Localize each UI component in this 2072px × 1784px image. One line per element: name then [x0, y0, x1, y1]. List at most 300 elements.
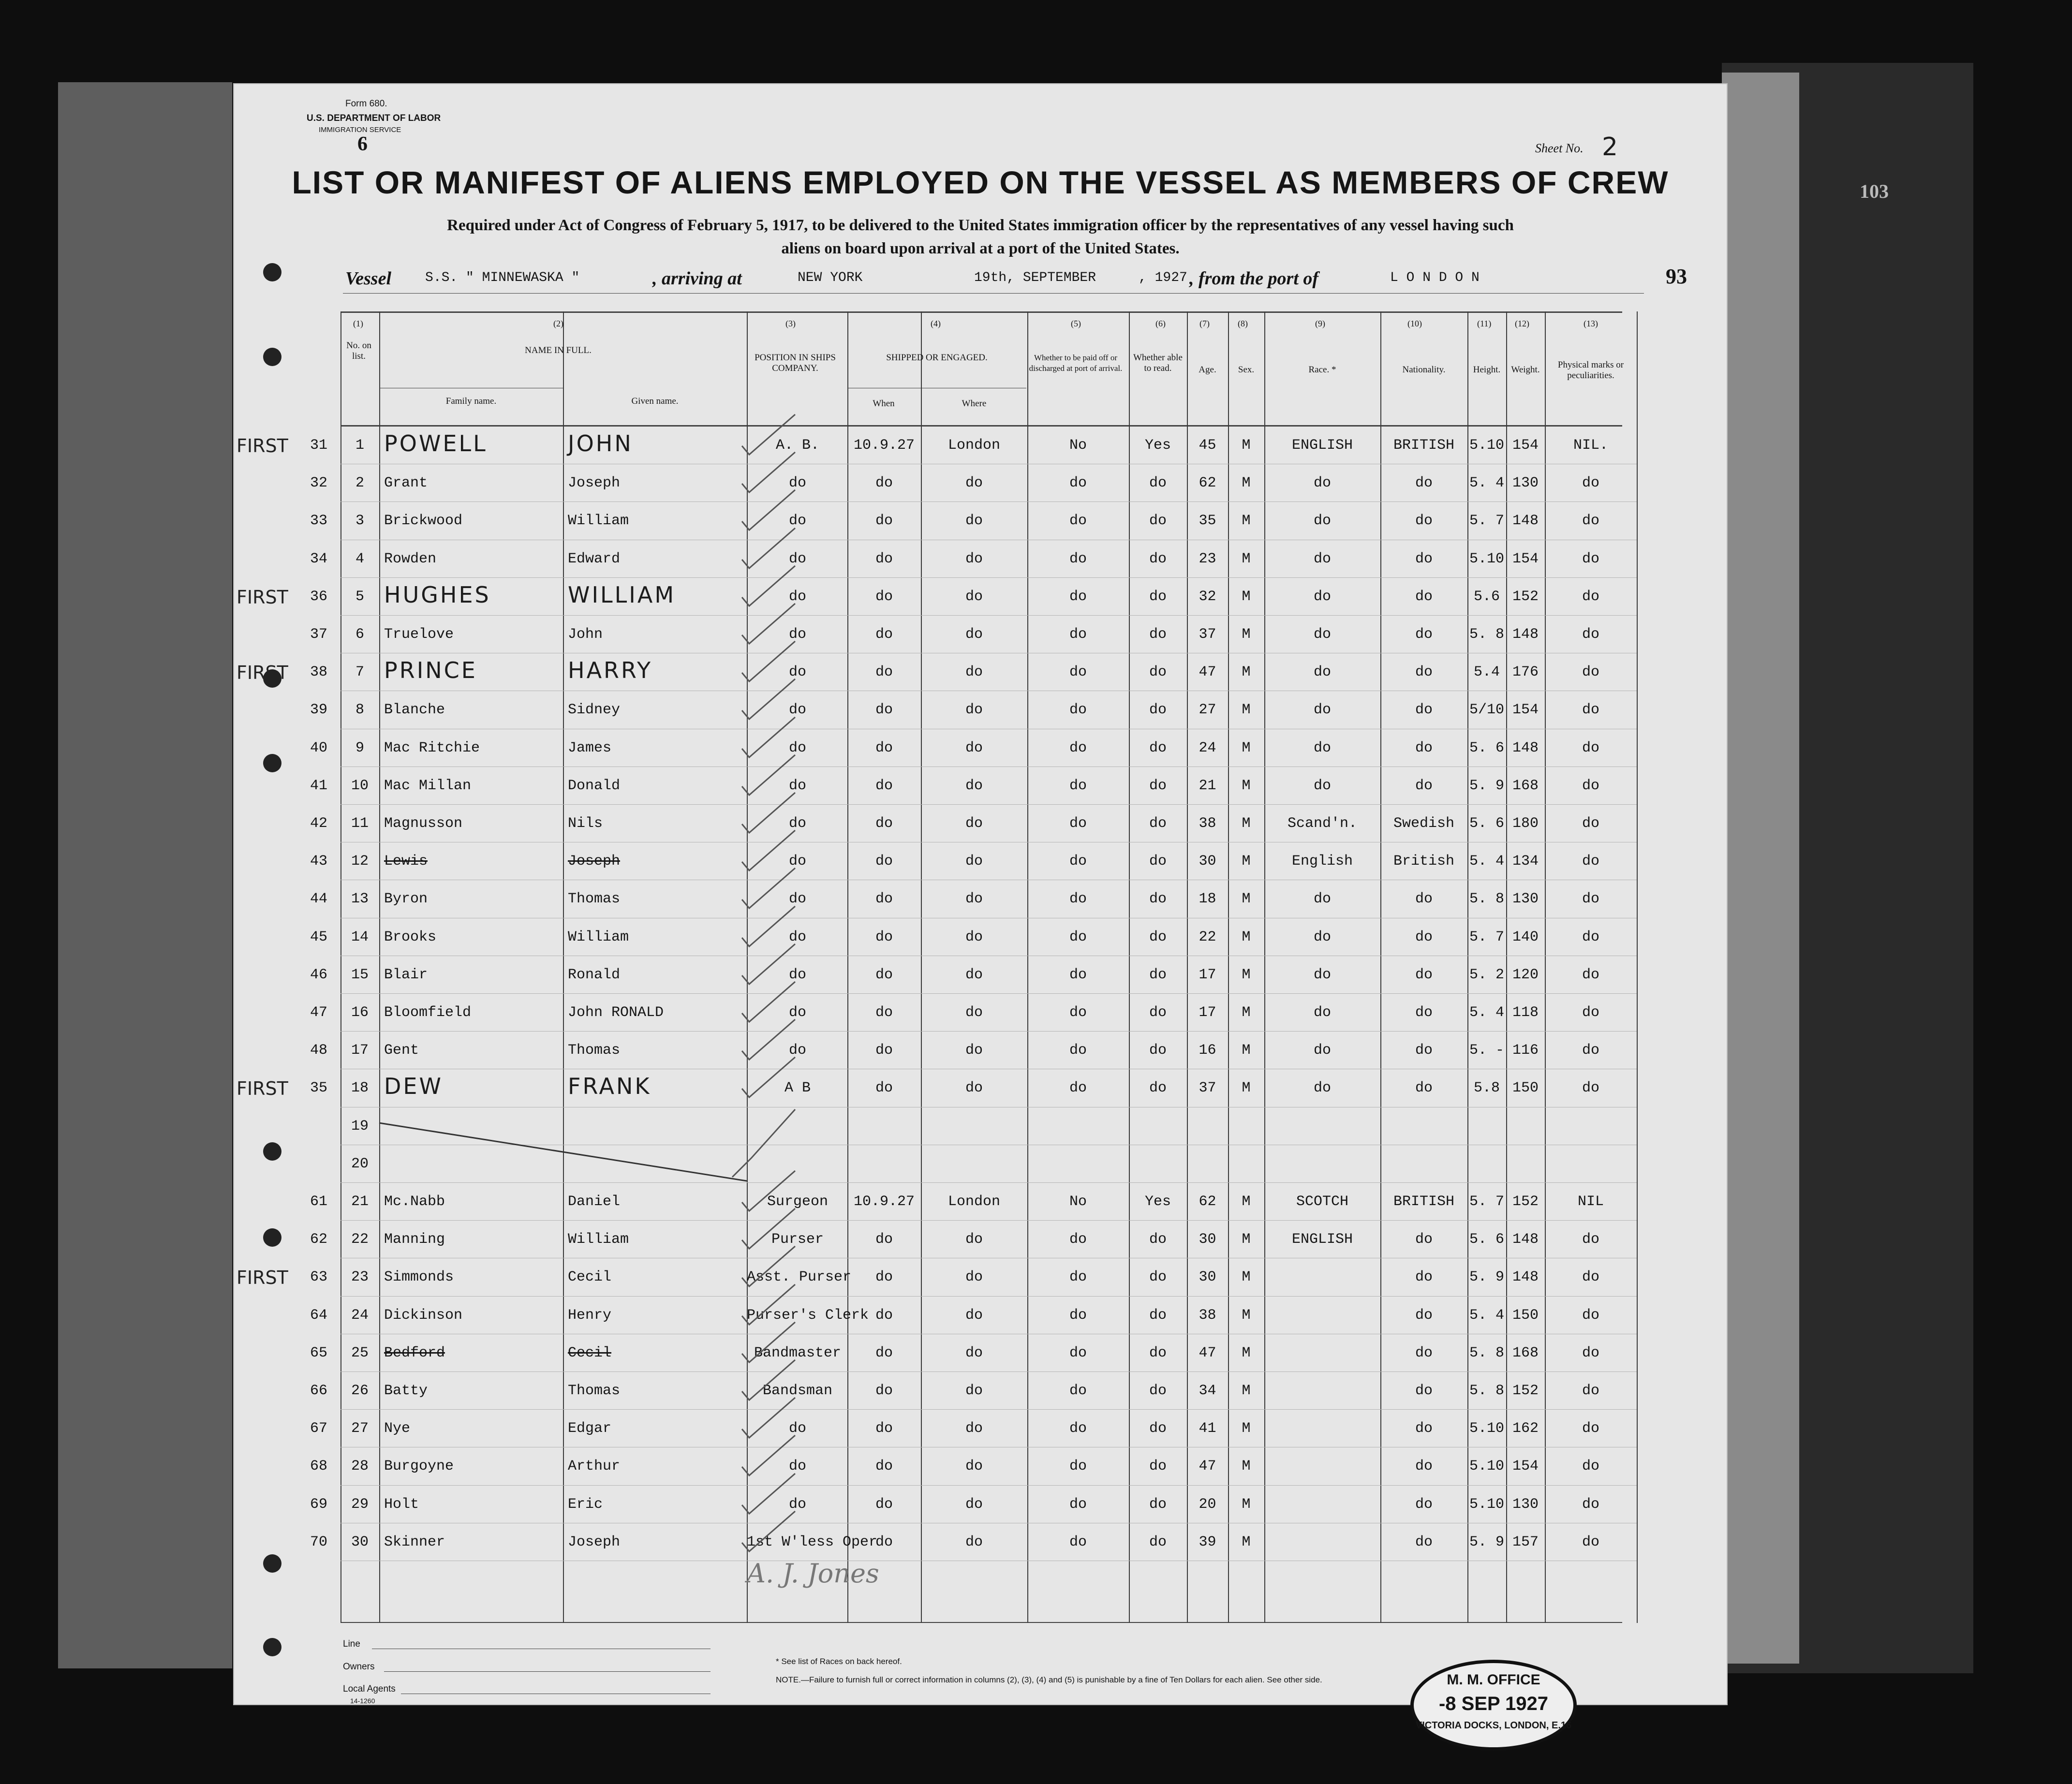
cell-age: 32 [1199, 588, 1216, 605]
cell-age: 27 [1199, 702, 1216, 719]
cell-engaged-where: do [965, 626, 983, 643]
cell-able-to-read: do [1149, 702, 1167, 719]
cell-weight: 168 [1512, 1344, 1539, 1361]
cell-engaged-where: do [965, 1004, 983, 1021]
cell-age: 47 [1199, 1458, 1216, 1475]
cell-position: do [788, 513, 806, 530]
cell-left-number: 47 [310, 1004, 327, 1021]
cell-height: 5. 4 [1469, 1004, 1504, 1021]
cell-able-to-read: do [1149, 1533, 1167, 1550]
cell-engaged-when: do [875, 1269, 893, 1286]
cell-age: 20 [1199, 1496, 1216, 1513]
cell-age: 21 [1199, 777, 1216, 794]
cell-age: 37 [1199, 1080, 1216, 1097]
cell-paid-off: do [1069, 1344, 1087, 1361]
cell-weight: 154 [1512, 437, 1539, 454]
cell-nationality: do [1415, 739, 1433, 756]
col-11-header: Height. [1473, 365, 1501, 375]
cell-physical-marks: do [1582, 1269, 1599, 1286]
cell-paid-off: do [1069, 1307, 1087, 1324]
cell-list-number: 14 [351, 929, 369, 945]
col-9-number: (9) [1315, 319, 1325, 328]
cell-list-number: 13 [351, 891, 369, 908]
cell-weight: 152 [1512, 588, 1539, 605]
cell-age: 62 [1199, 475, 1216, 492]
col-8-header: Sex. [1238, 365, 1255, 375]
cell-position: Bandsman [762, 1383, 833, 1399]
col-4-where: Where [962, 398, 987, 409]
cell-height: 5. 6 [1469, 1231, 1504, 1248]
cell-weight: 150 [1512, 1307, 1539, 1324]
cell-family-name: Magnusson [384, 815, 463, 832]
cell-sex: M [1242, 853, 1251, 870]
cell-family-name: Nye [384, 1420, 411, 1437]
cell-given-name: Edward [568, 550, 621, 567]
cell-given-name: Henry [568, 1307, 612, 1324]
cell-race: do [1313, 739, 1331, 756]
cell-physical-marks: do [1582, 1458, 1599, 1475]
cell-given-name: Nils [568, 815, 603, 832]
cell-race: do [1313, 891, 1331, 908]
cell-family-name: Lewis [384, 853, 428, 870]
cell-given-name: Joseph [568, 1533, 621, 1550]
cell-physical-marks: do [1582, 1496, 1599, 1513]
cell-engaged-where: do [965, 1344, 983, 1361]
cell-engaged-where: do [965, 739, 983, 756]
cell-able-to-read: do [1149, 1458, 1167, 1475]
cell-list-number: 3 [355, 513, 364, 530]
page-number: 93 [1666, 265, 1687, 288]
cell-height: 5.4 [1473, 664, 1500, 681]
cell-height: 5. 7 [1469, 513, 1504, 530]
cell-paid-off: do [1069, 815, 1087, 832]
cell-able-to-read: do [1149, 1269, 1167, 1286]
cell-physical-marks: do [1582, 702, 1599, 719]
cell-nationality: do [1415, 1344, 1433, 1361]
cell-sex: M [1242, 777, 1251, 794]
cell-able-to-read: do [1149, 550, 1167, 567]
cell-given-name: Thomas [568, 891, 621, 908]
cell-engaged-where: do [965, 1042, 983, 1059]
cell-engaged-when: do [875, 777, 893, 794]
cell-height: 5. 8 [1469, 1383, 1504, 1399]
cell-left-number: 31 [310, 437, 327, 454]
cell-list-number: 2 [355, 475, 364, 492]
stamp-date: -8 SEP 1927 [1438, 1693, 1549, 1714]
cell-position: do [788, 550, 806, 567]
cell-family-name: Brickwood [384, 513, 463, 530]
cell-race: do [1313, 550, 1331, 567]
cell-left-number: 65 [310, 1344, 327, 1361]
cell-weight: 118 [1512, 1004, 1539, 1021]
cell-given-name: William [568, 513, 629, 530]
margin-annotation: FIRST [237, 586, 288, 608]
cell-position: do [788, 475, 806, 492]
cell-family-name: PRINCE [384, 657, 477, 684]
folio-stamp: 103 [1860, 180, 1889, 202]
cell-nationality: do [1415, 1533, 1433, 1550]
cell-nationality: Swedish [1393, 815, 1455, 832]
cell-sex: M [1242, 1458, 1251, 1475]
cell-left-number: 62 [310, 1231, 327, 1248]
cell-left-number: 70 [310, 1533, 327, 1550]
cell-physical-marks: do [1582, 1420, 1599, 1437]
col-10-header: Nationality. [1402, 365, 1446, 375]
col-5-number: (5) [1071, 319, 1081, 328]
cell-left-number: 66 [310, 1383, 327, 1399]
cell-weight: 148 [1512, 1231, 1539, 1248]
cell-paid-off: do [1069, 588, 1087, 605]
office-stamp [1410, 1660, 1577, 1751]
cell-nationality: do [1415, 966, 1433, 983]
cell-sex: M [1242, 588, 1251, 605]
col-12-header: Weight. [1511, 365, 1540, 375]
cell-paid-off: do [1069, 1458, 1087, 1475]
cell-engaged-when: do [875, 475, 893, 492]
cell-given-name: James [568, 739, 612, 756]
cell-able-to-read: do [1149, 739, 1167, 756]
cell-paid-off: do [1069, 929, 1087, 945]
cell-able-to-read: do [1149, 475, 1167, 492]
cell-age: 47 [1199, 664, 1216, 681]
cell-weight: 130 [1512, 475, 1539, 492]
cell-age: 30 [1199, 853, 1216, 870]
cell-engaged-where: do [965, 1533, 983, 1550]
footer-agents-label: Local Agents [343, 1684, 396, 1694]
cell-weight: 154 [1512, 702, 1539, 719]
cell-paid-off: do [1069, 1383, 1087, 1399]
cell-left-number: 69 [310, 1496, 327, 1513]
cell-physical-marks: do [1582, 1383, 1599, 1399]
cell-engaged-where: do [965, 1496, 983, 1513]
cell-height: 5. 9 [1469, 1269, 1504, 1286]
cell-list-number: 11 [351, 815, 369, 832]
cell-engaged-where: London [947, 1194, 1001, 1210]
cell-position: A. B. [775, 437, 819, 454]
cell-able-to-read: do [1149, 777, 1167, 794]
cell-engaged-when: do [875, 1231, 893, 1248]
cell-family-name: Grant [384, 475, 428, 492]
cell-given-name: WILLIAM [568, 581, 676, 608]
cell-race: do [1313, 702, 1331, 719]
col-13-number: (13) [1584, 319, 1598, 328]
cell-left-number: 61 [310, 1194, 327, 1210]
cell-able-to-read: do [1149, 626, 1167, 643]
cell-left-number: 43 [310, 853, 327, 870]
cell-able-to-read: do [1149, 1344, 1167, 1361]
cell-weight: 162 [1512, 1420, 1539, 1437]
cell-engaged-when: 10.9.27 [853, 1194, 915, 1210]
cell-list-number: 17 [351, 1042, 369, 1059]
cell-left-number: 64 [310, 1307, 327, 1324]
cell-position: do [788, 1004, 806, 1021]
cell-age: 30 [1199, 1269, 1216, 1286]
from-label: , from the port of [1189, 268, 1319, 289]
cell-engaged-where: do [965, 1080, 983, 1097]
cell-engaged-when: do [875, 966, 893, 983]
cell-engaged-when: 10.9.27 [853, 437, 915, 454]
cell-list-number: 8 [355, 702, 364, 719]
cell-physical-marks: do [1582, 475, 1599, 492]
cell-position: Purser's Clerk [747, 1307, 869, 1324]
cell-nationality: do [1415, 777, 1433, 794]
cell-nationality: do [1415, 1496, 1433, 1513]
cell-engaged-when: do [875, 853, 893, 870]
cell-list-number: 27 [351, 1420, 369, 1437]
cell-race: ENGLISH [1291, 1231, 1353, 1248]
cell-paid-off: do [1069, 1004, 1087, 1021]
cell-paid-off: do [1069, 891, 1087, 908]
form-mark: 6 [357, 133, 368, 155]
cell-physical-marks: do [1582, 1231, 1599, 1248]
cell-height: 5. 2 [1469, 966, 1504, 983]
cell-given-name: Sidney [568, 702, 621, 719]
cell-paid-off: do [1069, 702, 1087, 719]
cell-paid-off: do [1069, 1420, 1087, 1437]
annotation-layer [234, 84, 1727, 1704]
cell-physical-marks: NIL [1577, 1194, 1604, 1210]
arriving-port: NEW YORK [798, 270, 863, 285]
cell-engaged-when: do [875, 1458, 893, 1475]
cell-sex: M [1242, 626, 1251, 643]
cell-height: 5. 4 [1469, 853, 1504, 870]
cell-list-number: 5 [355, 588, 364, 605]
cell-able-to-read: do [1149, 1420, 1167, 1437]
cell-weight: 152 [1512, 1383, 1539, 1399]
cell-sex: M [1242, 739, 1251, 756]
cell-weight: 134 [1512, 853, 1539, 870]
cell-left-number: 41 [310, 777, 327, 794]
cell-physical-marks: do [1582, 966, 1599, 983]
cell-height: 5.8 [1473, 1080, 1500, 1097]
cell-engaged-when: do [875, 513, 893, 530]
footer-owners-label: Owners [343, 1662, 375, 1672]
cell-left-number: 63 [310, 1269, 327, 1286]
cell-engaged-where: do [965, 815, 983, 832]
cell-paid-off: do [1069, 1496, 1087, 1513]
cell-left-number: 45 [310, 929, 327, 945]
cell-age: 16 [1199, 1042, 1216, 1059]
cell-able-to-read: do [1149, 853, 1167, 870]
cell-physical-marks: NIL. [1573, 437, 1608, 454]
cell-race: do [1313, 1080, 1331, 1097]
cell-position: do [788, 702, 806, 719]
cell-family-name: Batty [384, 1383, 428, 1399]
cell-left-number: 44 [310, 891, 327, 908]
cell-given-name: HARRY [568, 657, 653, 684]
cell-able-to-read: do [1149, 1042, 1167, 1059]
cell-race: do [1313, 1004, 1331, 1021]
department: U.S. DEPARTMENT OF LABOR [307, 113, 441, 123]
cell-sex: M [1242, 1194, 1251, 1210]
cell-family-name: Holt [384, 1496, 419, 1513]
cell-sex: M [1242, 702, 1251, 719]
cell-weight: 130 [1512, 1496, 1539, 1513]
cell-given-name: Eric [568, 1496, 603, 1513]
cell-given-name: Cecil [568, 1269, 612, 1286]
requirement-line-1: Required under Act of Congress of February 5, 1917, to be delivered to the United States immigration officer by the representatives of any vessel having such [447, 217, 1514, 234]
cell-engaged-when: do [875, 1307, 893, 1324]
cell-sex: M [1242, 1344, 1251, 1361]
cell-age: 22 [1199, 929, 1216, 945]
cell-height: 5.10 [1469, 1458, 1504, 1475]
cell-family-name: POWELL [384, 430, 488, 457]
cell-paid-off: do [1069, 550, 1087, 567]
cell-list-number: 23 [351, 1269, 369, 1286]
cell-height: 5. - [1469, 1042, 1504, 1059]
col-2-given: Given name. [631, 396, 679, 406]
cell-age: 34 [1199, 1383, 1216, 1399]
cell-left-number: 68 [310, 1458, 327, 1475]
cell-position: do [788, 1458, 806, 1475]
cell-race: do [1313, 966, 1331, 983]
cell-able-to-read: do [1149, 815, 1167, 832]
cell-given-name: Ronald [568, 966, 621, 983]
cell-engaged-where: do [965, 1383, 983, 1399]
cell-height: 5.10 [1469, 550, 1504, 567]
cell-list-number: 9 [355, 739, 364, 756]
cell-position: 1st W'less Oper [747, 1533, 878, 1550]
cell-position: do [788, 626, 806, 643]
cell-nationality: do [1415, 475, 1433, 492]
cell-given-name: William [568, 929, 629, 945]
cell-height: 5.10 [1469, 437, 1504, 454]
cell-age: 47 [1199, 1344, 1216, 1361]
cell-engaged-where: do [965, 1458, 983, 1475]
cell-engaged-when: do [875, 929, 893, 945]
cell-engaged-where: do [965, 550, 983, 567]
cell-able-to-read: do [1149, 929, 1167, 945]
cell-left-number: 33 [310, 513, 327, 530]
footer-owners-rule [384, 1671, 710, 1672]
cell-left-number: 38 [310, 664, 327, 681]
col-3-header: POSITION IN SHIPS COMPANY. [755, 353, 836, 373]
cell-engaged-where: London [947, 437, 1001, 454]
cell-position: Asst. Purser [747, 1269, 852, 1286]
cell-paid-off: No [1069, 437, 1087, 454]
cell-engaged-when: do [875, 1383, 893, 1399]
cell-height: 5. 6 [1469, 739, 1504, 756]
cell-height: 5. 7 [1469, 929, 1504, 945]
cell-family-name: Mc.Nabb [384, 1194, 445, 1210]
cell-sex: M [1242, 1042, 1251, 1059]
cell-weight: 130 [1512, 891, 1539, 908]
cell-able-to-read: Yes [1144, 437, 1171, 454]
col-7-number: (7) [1199, 319, 1210, 328]
col-6-header: Whether able to read. [1133, 353, 1183, 373]
cell-physical-marks: do [1582, 1042, 1599, 1059]
cell-height: 5. 7 [1469, 1194, 1504, 1210]
cell-nationality: do [1415, 1004, 1433, 1021]
cell-physical-marks: do [1582, 588, 1599, 605]
cell-height: 5.10 [1469, 1496, 1504, 1513]
cell-engaged-where: do [965, 929, 983, 945]
cell-list-number: 26 [351, 1383, 369, 1399]
cell-age: 30 [1199, 1231, 1216, 1248]
cell-engaged-where: do [965, 664, 983, 681]
cell-family-name: Manning [384, 1231, 445, 1248]
margin-annotation: FIRST [237, 662, 288, 684]
cell-engaged-when: do [875, 815, 893, 832]
cell-nationality: do [1415, 1080, 1433, 1097]
cell-given-name: Arthur [568, 1458, 621, 1475]
cell-physical-marks: do [1582, 1533, 1599, 1550]
cell-height: 5. 4 [1469, 475, 1504, 492]
cell-sex: M [1242, 550, 1251, 567]
stamp-office: M. M. OFFICE [1447, 1672, 1540, 1688]
cell-able-to-read: do [1149, 664, 1167, 681]
cell-family-name: Truelove [384, 626, 454, 643]
cell-engaged-where: do [965, 853, 983, 870]
cell-physical-marks: do [1582, 777, 1599, 794]
cell-race: do [1313, 777, 1331, 794]
cell-engaged-where: do [965, 1269, 983, 1286]
cell-age: 41 [1199, 1420, 1216, 1437]
cell-position: do [788, 739, 806, 756]
cell-sex: M [1242, 664, 1251, 681]
cell-height: 5. 9 [1469, 777, 1504, 794]
cell-position: do [788, 664, 806, 681]
cell-physical-marks: do [1582, 929, 1599, 945]
cell-family-name: Gent [384, 1042, 419, 1059]
cell-weight: 148 [1512, 739, 1539, 756]
cell-engaged-when: do [875, 739, 893, 756]
cell-physical-marks: do [1582, 1344, 1599, 1361]
margin-annotation: FIRST [237, 1267, 288, 1289]
cell-list-number: 30 [351, 1533, 369, 1550]
cell-family-name: Bloomfield [384, 1004, 472, 1021]
blank-rows-check [732, 1109, 795, 1177]
cell-list-number: 28 [351, 1458, 369, 1475]
col-9-header: Race. * [1308, 365, 1336, 375]
cell-list-number: 4 [355, 550, 364, 567]
cell-given-name: William [568, 1231, 629, 1248]
cell-able-to-read: do [1149, 1496, 1167, 1513]
cell-list-number: 18 [351, 1080, 369, 1097]
cell-physical-marks: do [1582, 664, 1599, 681]
manifest-page [233, 83, 1728, 1731]
cell-nationality: do [1415, 891, 1433, 908]
cell-family-name: Mac Millan [384, 777, 472, 794]
cell-height: 5.10 [1469, 1420, 1504, 1437]
cell-race: do [1313, 664, 1331, 681]
cell-sex: M [1242, 1496, 1251, 1513]
cell-left-number: 39 [310, 702, 327, 719]
cell-height: 5. 8 [1469, 1344, 1504, 1361]
cell-list-number: 15 [351, 966, 369, 983]
cell-engaged-where: do [965, 475, 983, 492]
cell-engaged-where: do [965, 891, 983, 908]
cell-left-number: 35 [310, 1080, 327, 1097]
col-4-header: SHIPPED OR ENGAGED. [886, 353, 988, 363]
cell-height: 5. 8 [1469, 891, 1504, 908]
cell-age: 38 [1199, 1307, 1216, 1324]
cell-paid-off: do [1069, 1231, 1087, 1248]
cell-nationality: do [1415, 1231, 1433, 1248]
cell-position: A B [784, 1080, 811, 1097]
cell-nationality: do [1415, 1307, 1433, 1324]
col-3-number: (3) [785, 319, 796, 328]
requirement-line-2: aliens on board upon arrival at a port of the United States. [781, 240, 1180, 257]
cell-engaged-when: do [875, 626, 893, 643]
cell-nationality: British [1393, 853, 1455, 870]
cell-left-number: 46 [310, 966, 327, 983]
footer-line-label: Line [343, 1639, 360, 1649]
cell-family-name: Byron [384, 891, 428, 908]
cell-sex: M [1242, 1307, 1251, 1324]
cell-nationality: BRITISH [1393, 1194, 1455, 1210]
cell-race: SCOTCH [1296, 1194, 1349, 1210]
